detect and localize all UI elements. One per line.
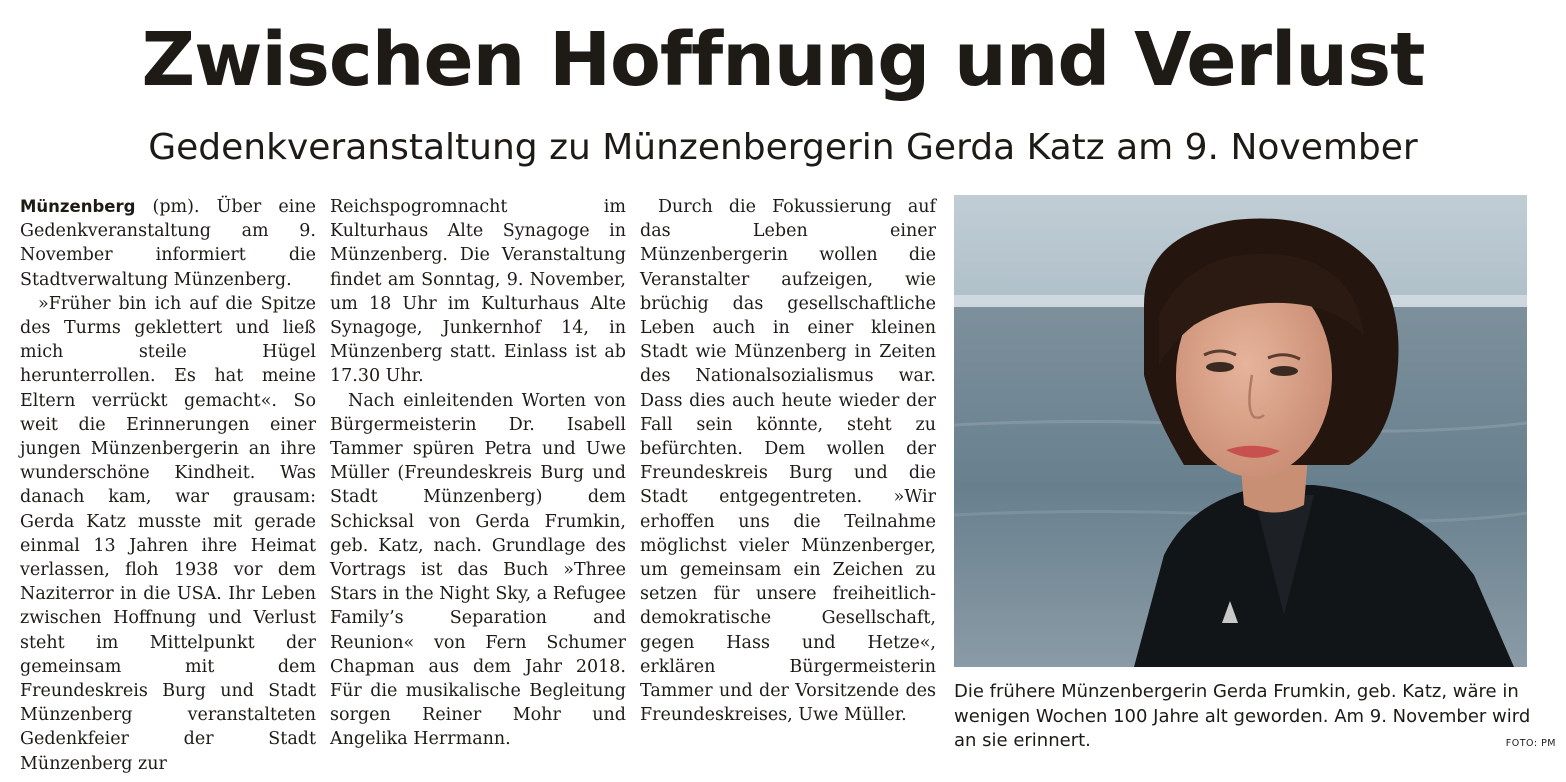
dateline: Münzenberg bbox=[20, 197, 136, 216]
photo-caption: Die frühere Münzenbergerin Gerda Frumkin, geb. Katz, wäre in wenigen Wochen 100 Jahre alt geworden. Am 9. November wird an sie erinnert. bbox=[954, 681, 1531, 751]
portrait-photo bbox=[954, 195, 1527, 667]
article-column-3 bbox=[640, 195, 936, 727]
body-paragraph: Nach einleitenden Worten von Bürgermeisterin Dr. Isabell Tammer spüren Petra und Uwe Müller (Freundeskreis Burg und Stadt Münzenberg) dem Schicksal von Gerda Frumkin, geb. Katz, nach. Grundlage des Vortrags ist das Buch »Three Stars in the Night Sky, a Refugee Family’s Separation and Reunion« von Fern Schumer Chapman aus dem Jahr 2018. Für die musikalische Begleitung sorgen Reiner Mohr und Angelika Herrmann. bbox=[330, 390, 626, 750]
body-paragraph-continued: Reichspogromnacht im Kulturhaus Alte Synagoge in Münzenberg. Die Veranstaltung findet am Sonntag, 9. November, um 18 Uhr im Kulturhaus Alte Synagoge, Junkernhof 14, in Münzenberg statt. Einlass ist ab 17.30 Uhr. bbox=[330, 197, 626, 387]
body-paragraph: Durch die Fokussierung auf das Leben einer Münzenbergerin wollen die Veranstalter aufzeigen, wie brüchig das gesellschaftliche Leben auch in einer kleinen Stadt wie Münzenberg in Zeiten des Nationalsozialismus war. Dass dies auch heute wieder der Fall sein könnte, steht zu befürchten. Dem wollen der Freundeskreis Burg und die Stadt entgegentreten. »Wir erhoffen uns die Teilnahme möglichst vieler Münzenberger, um gemeinsam ein Zeichen zu setzen für unsere freiheitlich-demokratische Gesellschaft, gegen Hass und Hetze«, erklären Bürgermeisterin Tammer und der Vorsitzende des Freundeskreises, Uwe Müller. bbox=[640, 197, 936, 726]
intro-paragraph: (pm). Über eine Gedenkveranstaltung am 9. November informiert die Stadtverwaltung Münzenberg. bbox=[20, 197, 316, 290]
article-column-1 bbox=[20, 195, 316, 776]
photo-credit: FOTO: PM bbox=[1505, 738, 1556, 749]
body-paragraph: »Früher bin ich auf die Spitze des Turms geklettert und ließ mich steile Hügel herunterrollen. Es hat meine Eltern verrückt gemacht«. So weit die Erinnerungen einer jungen Münzenbergerin an ihre wunderschöne Kindheit. Was danach kam, war grausam: Gerda Katz musste mit gerade einmal 13 Jahren ihre Heimat verlassen, floh 1938 vor dem Naziterror in die USA. Ihr Leben zwischen Hoffnung und Verlust steht im Mittelpunkt der gemeinsam mit dem Freundeskreis Burg und Stadt Münzenberg veranstalteten Gedenkfeier der Stadt Münzenberg zur bbox=[20, 293, 316, 774]
subheadline: Gedenkveranstaltung zu Münzenbergerin Gerda Katz am 9. November bbox=[148, 127, 1418, 168]
portrait-illustration bbox=[954, 195, 1527, 667]
article-column-2 bbox=[330, 195, 626, 752]
headline: Zwischen Hoffnung und Verlust bbox=[141, 17, 1425, 103]
